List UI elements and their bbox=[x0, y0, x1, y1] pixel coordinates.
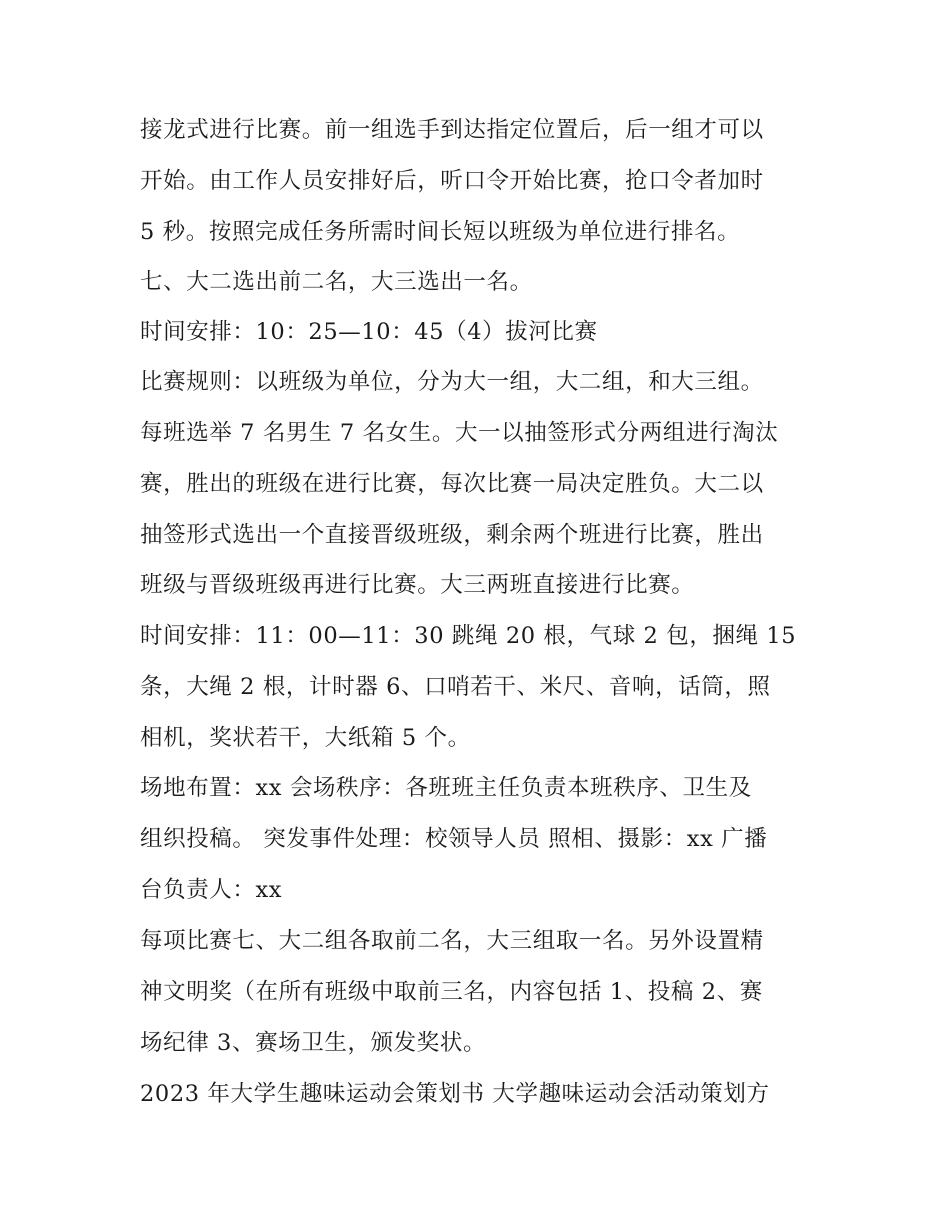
text-line: 接龙式进行比赛。前一组选手到达指定位置后，后一组才可以 bbox=[140, 117, 764, 143]
text-line: 赛，胜出的班级在进行比赛，每次比赛一局决定胜负。大二以 bbox=[140, 471, 764, 497]
text-line: 条，大绳 2 根，计时器 6、口哨若干、米尺、音响，话筒，照 bbox=[140, 674, 771, 700]
text-line: 开始。由工作人员安排好后，听口令开始比赛，抢口令者加时 bbox=[140, 168, 764, 194]
text-line: 比赛规则：以班级为单位，分为大一组，大二组，和大三组。 bbox=[140, 369, 764, 395]
text-line: 时间安排：10：25—10：45（4）拔河比赛 bbox=[140, 319, 598, 345]
text-line: 场地布置：xx 会场秩序：各班班主任负责本班秩序、卫生及 bbox=[140, 775, 752, 801]
text-line: 班级与晋级班级再进行比赛。大三两班直接进行比赛。 bbox=[140, 572, 695, 598]
text-line: 抽签形式选出一个直接晋级班级，剩余两个班进行比赛，胜出 bbox=[140, 522, 764, 548]
text-line: 场纪律 3、赛场卫生，颁发奖状。 bbox=[140, 1030, 487, 1056]
text-line: 2023 年大学生趣味运动会策划书 大学趣味运动会活动策划方 bbox=[140, 1081, 770, 1107]
text-line: 每班选举 7 名男生 7 名女生。大一以抽签形式分两组进行淘汰 bbox=[140, 420, 779, 446]
text-line: 组织投稿。 突发事件处理：校领导人员 照相、摄影：xx 广播 bbox=[140, 826, 768, 852]
text-line: 每项比赛七、大二组各取前二名，大三组取一名。另外设置精 bbox=[140, 928, 764, 954]
text-line: 神文明奖（在所有班级中取前三名，内容包括 1、投稿 2、赛 bbox=[140, 979, 763, 1005]
text-line: 时间安排：11：00—11：30 跳绳 20 根，气球 2 包，捆绳 15 bbox=[140, 623, 797, 649]
text-line: 七、大二选出前二名，大三选出一名。 bbox=[140, 269, 533, 295]
text-line: 台负责人：xx bbox=[140, 877, 283, 903]
text-line: 相机，奖状若干，大纸箱 5 个。 bbox=[140, 725, 471, 751]
text-line: 5 秒。按照完成任务所需时间长短以班级为单位进行排名。 bbox=[140, 219, 741, 245]
